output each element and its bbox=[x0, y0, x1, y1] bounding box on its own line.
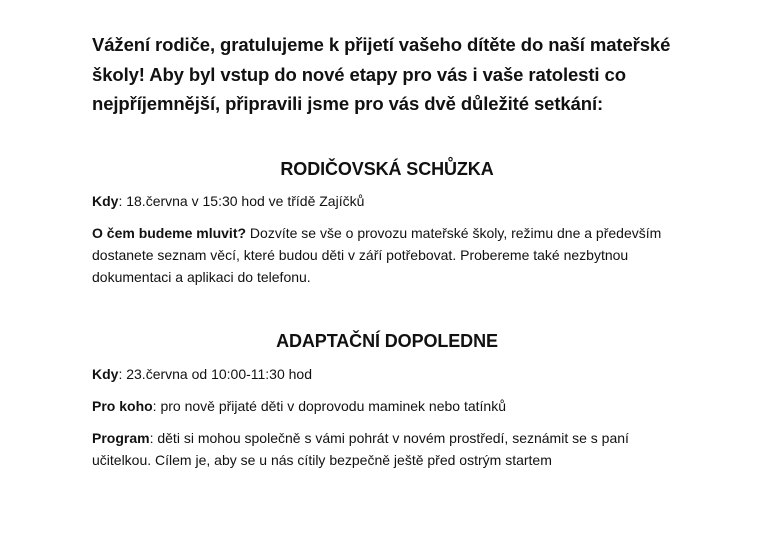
meeting-when-label: Kdy bbox=[92, 192, 119, 209]
adaptation-who-text: : pro nově přijaté děti v doprovodu maminek nebo tatínků bbox=[152, 397, 506, 414]
meeting-when-text: : 18.června v 15:30 hod ve třídě Zajíčků bbox=[118, 192, 365, 209]
adaptation-program-text: : děti si mohou společně s vámi pohrát v novém prostředí, seznámit se s paní učitelkou. Cílem je, aby se u nás cítily bezpečně ještě před ostrým startem bbox=[92, 429, 629, 468]
intro-paragraph: Vážení rodiče, gratulujeme k přijetí vašeho dítěte do naší mateřské školy! Aby byl vstup do nové etapy pro vás i vaše ratolesti co nejpříjemnější, připravili jsme pro vás dvě důležité setkání: bbox=[92, 34, 671, 114]
meeting-topic-label: O čem budeme mluvit? bbox=[92, 224, 247, 241]
adaptation-who bbox=[92, 395, 682, 417]
adaptation-program bbox=[92, 427, 682, 471]
section-heading-parent-meeting: RODIČOVSKÁ SCHŮZKA bbox=[280, 158, 494, 179]
adaptation-when-text: : 23.června od 10:00-11:30 hod bbox=[118, 365, 313, 382]
section-heading-adaptation-morning: ADAPTAČNÍ DOPOLEDNE bbox=[276, 330, 498, 351]
adaptation-when bbox=[92, 363, 682, 385]
meeting-when bbox=[92, 190, 682, 212]
adaptation-who-label: Pro koho bbox=[92, 397, 153, 414]
adaptation-when-label: Kdy bbox=[92, 365, 119, 382]
meeting-topic bbox=[92, 222, 682, 288]
adaptation-program-label: Program bbox=[92, 429, 150, 446]
document-page bbox=[92, 30, 682, 471]
meeting-topic-text: Dozvíte se vše o provozu mateřské školy, režimu dne a především dostanete seznam věcí, které budou děti v září potřebovat. Probereme také nezbytnou dokumentaci a aplikaci do telefonu. bbox=[92, 224, 662, 285]
